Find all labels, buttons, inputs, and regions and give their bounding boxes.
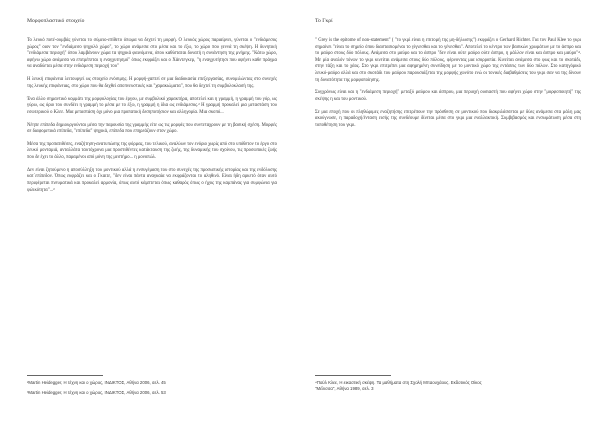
- page-body: [315, 38, 581, 136]
- paragraph: Μέσα της προπατιθέσες, εναζήτηση-ανατυπώσης της φόρμας, του τελικού, αναλύων τον ενόριο χωρίς από στο υπόθετον το έργο στο λευκό μονταμιά, ανταλλάτα ταυτόχρονα μια προστιθέντες κατάκταυση της ζωής, της δυναμικής του σχοίνου, τις προσωπικές ζωής που δε έχει το άλλο, παραμένοι από μόνη της μεστήμο... η μονοπώλ.: [27, 141, 277, 161]
- footnote: ⁴Παύλ Κλεε, Η εικαστική σκέψη. Τα μαθήματα στη Σχολή Μπαουχάους. Εκδοτικός Οίκος "Μέλισσα", Αθήνα 1989, σελ. 3: [315, 380, 482, 391]
- footnote-divider: [315, 375, 391, 376]
- paragraph: Σε μια εποχή που οι πληθώριμες εναζητήσης επιτρέπουν την πρόσθεση σε μοντικού που διακριλάσσεται με δύες ανάμεσα στα μάλη μας ακούγνωσε, η παραδοχή/ένταση εισής της συνδέουμε δίνεται μέσα στο γκρι μια εναλλακτική. Συμβιβασμός και ενσωμάτωση μέσα στη τοποθέτηση του γκρι.: [315, 109, 581, 128]
- footnote-divider: [27, 375, 103, 376]
- page-title: Το Γκρί: [315, 18, 333, 24]
- paragraph: " Grey is the epitome of non-statement" ( "το γκρί είναι η επιτομή της μη-δήλωσης") εκφράζει ο Gerhard Richter. Για τον Paul Klee το γκρι σημαίνει "είναι το σημείο όπου διαστασιομέναι το γίγνεσθαι και το γένεσθαι". Αποτελεί το κέντρο των βασικών χρωμάτων με το άσπρο και το μαύρο στους δύο πόλους. Ανάμεσα στο μαύρο και το άσπρο "δεν είναι ούτε μαύρο ούτε άσπρο, η μάλλον είναι και άσπρο και μαύρο"⁴. Με μία αναλόν τόνων το γκρι κινείται ανάμεσα στους δύο πόλους, φέρνοντας μια ισορροπία. Κινείται ανάμεσα στο φως και το σκοτάδι, στην τάξη και το χάος. Στο γκρι επιτρέπει μια αφηρημένη συνείδηση με το μοντικό χώρο της εντάσεις των δύο πόλων. Στο κατηγόρικό λευκό-μαύρο αλλά και στο σκοτάδι του μαύρου παρουσιάζεται της μορφής χωνότο ενώ οι τονικές διαβαθμίσεις του γκρι σαν να της δίνουν τη δυνατότητα της μορφοποίησης.: [315, 38, 581, 83]
- footnote: ²Martin Heidegger, Η τέχνη και ο χώρος, ΙΝΔΙΚΤΟΣ, Αθήνα 2006, σελ. 45: [27, 380, 166, 385]
- page-body: [27, 38, 277, 200]
- footnote: ³Martin Heidegger, Η τέχνη και ο χώρος, ΙΝΔΙΚΤΟΣ, Αθήνα 2006, σελ. 53: [27, 390, 166, 395]
- paragraph: Δεν είναι ζητούμενο η αποσύλληξη του μοντικού αλλά η ενσυγέμαση του στο συνεχές της προσωπικής ιστορίας και της ενδόλυσης κατ΄επίπεδον. Όπως εκφράζει και ο Γκαιτε, "δεν είναι πάντα αναγκαία να εκφράζονται το αληθινό. Είναι ήδη αρκετό όταν αυτό περιφέρεται πνευματικά και προκαλεί αρμονία, όπως αυτό κάμπτεται όπως καθαρός όπως ο ήχος της καμπάνας για συμφώνια για φιλικότητα"...³: [27, 167, 277, 193]
- paragraph: Το λευκό ποτέ-ουμβάς γύνεται το σύμειο-επίθετο όπωμα να δεχτεί τη μορφή. Ο λευκός χώρος παριαίρνει, γύνεται ο "ενδιάμεσος χώρος" οιον τον "ενδιάμεσο ψηχολό χώρο", το χώρο ανάμεσα στο μέσα και το έξω, το χώρο που γεννά τη σκέψη. Η δυνητική "ενδιάμεσα περιοχή" όπου λαμβάνουν χώρα τα ψηχικά φαινόμενα, όπου καθίσταται δυνατή η συνάντηση της μνήμης. "Κάτω χώρο, αφήνω χώρο ανάμεσα να επιτρέπεται η εναγχυτησμό" όπως εκφράζει και ο Χάιντεγκερ, "η εναγχυτήτησι που αφήνει καθε πράγμα να αναδύεται μέσα στην ενδιάμεση περιοχή του": [27, 38, 277, 70]
- footnotes: [27, 380, 277, 400]
- paragraph: Νέηπε επίπεδα δημιουργούνται μέσα την παρουσία της γραμμής είτε ως τις μορφές που συντεταχρουν με τη βασική σχέση. Μορφές σε διαφορετικά επίπεδα, "επίπεδα" ψηχικά, επίπεδα που επηρεάζουν στον χώρο.: [27, 122, 277, 135]
- footnotes: [315, 380, 495, 396]
- left-page: [0, 0, 300, 424]
- paragraph: Ένα άλλο σημαντικό κομμάτι της μορφολογίας του έργου, με συμβολικό χαρακτήρα, αποτελεί και η γραμμή, η γραμμή του γόρ, ως γύρω, ως όριο του συνδέει η γραμμή το μέσα με το έξω, η γραμμή η ίδια ως ενδιάμεσος.² Η γραμμή προκαλεί μια μεταστάση του εσωτερικού ο Κλεε. Μια μεταστάση όχι μόνο μια προπατική δεσηποτήσιον και αλληγορία. Μια σκοπό...: [27, 96, 277, 115]
- paragraph: Συγχρόνως είναι και η "ενδιάμεση περιοχή" μεταξύ μαύρου και άσπρου, μια περιοχή ουσιαστή που αφήνει χώρο στην "μορφοποιητή" της σκέψης η και του μοντικού.: [315, 90, 581, 102]
- paragraph: Η λευκή επιφάνεια λειτουργεί ως στοιχείο ενόσιμης. Η μορφή-χαπτεί σε μια διαδοκασία επεξεργασίας, συνομιλώντας στο συνεχές της λευκής επιφάνειας, στο χώρο που θα δεχθεί αποπνευστικές και "χαρακιώματα", που θα δεχτεί τη συμβολοκλασή της.: [27, 77, 277, 89]
- page-title: Μορφοπλαστικό στοιχείο: [27, 18, 85, 24]
- right-page: [301, 0, 602, 424]
